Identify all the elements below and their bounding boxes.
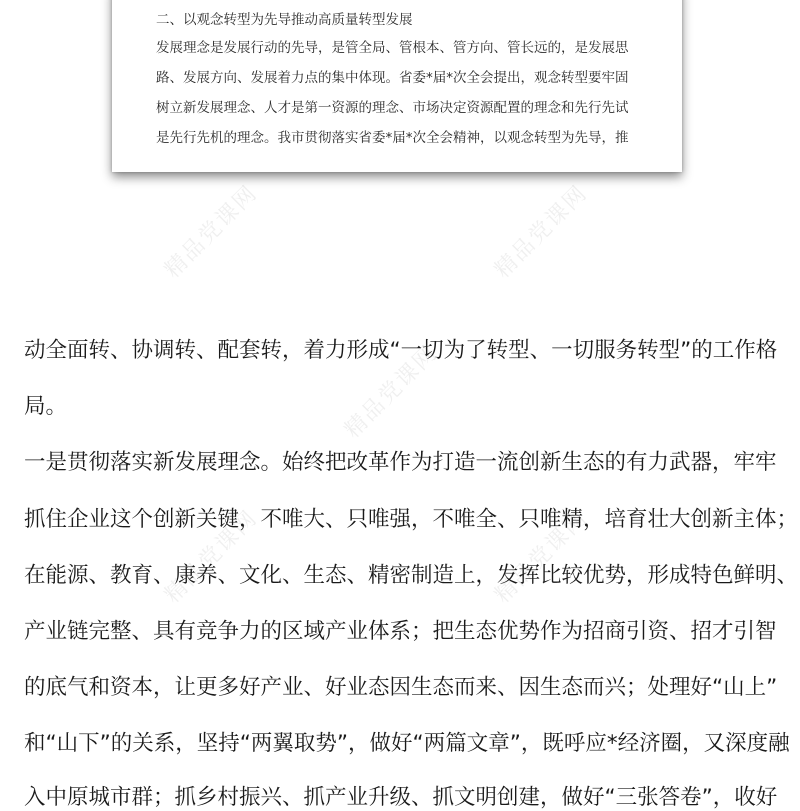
body-line: 抓住企业这个创新关键，不唯大、只唯强，不唯全、只唯精，培育壮大创新主体； (24, 507, 799, 532)
preview-line: 发展理念是发展行动的先导，是管全局、管根本、管方向、管长远的，是发展思 (156, 40, 629, 56)
watermark: 精品党课网 (490, 180, 593, 284)
body-line: 的底气和资本，让更多好产业、好业态因生态而来、因生态而兴；处理好“山上” (24, 675, 778, 700)
preview-line: 树立新发展理念、人才是第一资源的理念、市场决定资源配置的理念和先行先试 (156, 100, 629, 116)
body-line: 入中原城市群；抓乡村振兴、抓产业升级、抓文明创建，做好“三张答卷”，收好 (24, 785, 778, 810)
document-preview-card (112, 0, 682, 172)
preview-line: 是先行先机的理念。我市贯彻落实省委*届*次全会精神，以观念转型为先导，推 (156, 130, 629, 146)
watermark: 精品党课网 (160, 505, 263, 609)
body-line: 动全面转、协调转、配套转，着力形成“一切为了转型、一切服务转型”的工作格 (24, 338, 778, 363)
body-line: 在能源、教育、康养、文化、生态、精密制造上，发挥比较优势，形成特色鲜明、 (24, 563, 799, 588)
body-line: 产业链完整、具有竞争力的区域产业体系；把生态优势作为招商引资、招才引智 (24, 619, 777, 644)
body-line: 局。 (24, 394, 68, 419)
watermark: 精品党课网 (160, 180, 263, 284)
watermark: 精品党课网 (490, 505, 593, 609)
body-line: 一是贯彻落实新发展理念。始终把改革作为打造一流创新生态的有力武器，牢牢 (24, 450, 777, 475)
preview-line: 路、发展方向、发展着力点的集中体现。省委*届*次全会提出，观念转型要牢固 (156, 70, 629, 86)
preview-heading: 二、以观念转型为先导推动高质量转型发展 (156, 12, 413, 28)
body-line: 和“山下”的关系，坚持“两翼取势”，做好“两篇文章”，既呼应*经济圈，又深度融 (24, 731, 790, 756)
watermark: 精品党课网 (340, 340, 443, 444)
